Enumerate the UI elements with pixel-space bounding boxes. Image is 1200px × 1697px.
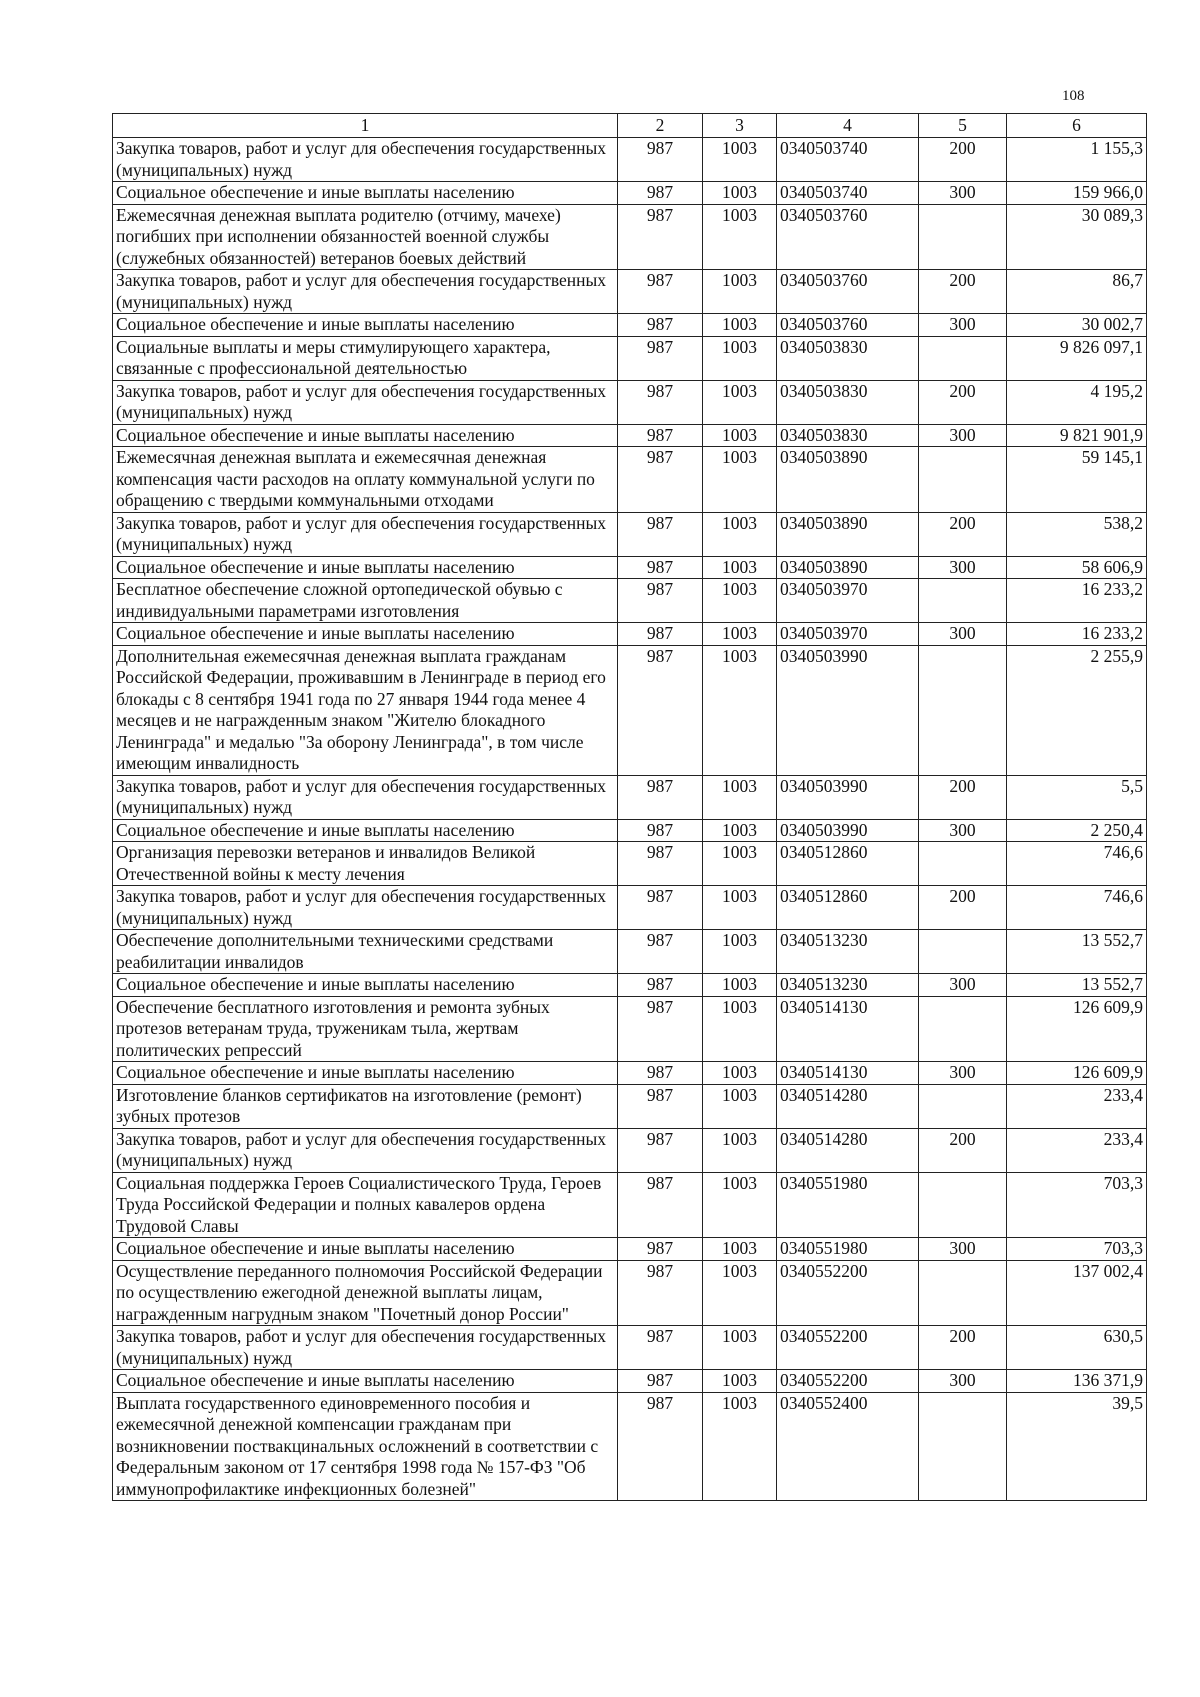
row-amount-cell: 13 552,7 — [1007, 974, 1147, 997]
header-cell-5: 5 — [919, 114, 1007, 138]
row-target-code-cell: 0340552200 — [777, 1370, 919, 1393]
row-admin-code-cell: 987 — [618, 447, 703, 513]
row-section-code-cell: 1003 — [703, 886, 777, 930]
row-amount-cell: 30 089,3 — [1007, 204, 1147, 270]
row-target-code-cell: 0340503890 — [777, 556, 919, 579]
row-expense-type-cell: 200 — [919, 886, 1007, 930]
row-target-code-cell: 0340552200 — [777, 1326, 919, 1370]
row-name-cell: Ежемесячная денежная выплата родителю (отчиму, мачехе) погибших при исполнении обязанностей военной службы (служебных обязанностей) ветеранов боевых действий — [113, 204, 618, 270]
row-section-code-cell: 1003 — [703, 314, 777, 337]
row-admin-code-cell: 987 — [618, 1392, 703, 1501]
row-expense-type-cell — [919, 447, 1007, 513]
row-section-code-cell: 1003 — [703, 842, 777, 886]
row-amount-cell: 9 821 901,9 — [1007, 424, 1147, 447]
table-row — [113, 842, 1147, 886]
row-amount-cell: 703,3 — [1007, 1172, 1147, 1238]
table-row — [113, 138, 1147, 182]
row-name-cell: Дополнительная ежемесячная денежная выплата гражданам Российской Федерации, проживавшим в Ленинграде в период его блокады с 8 сентября 1941 года по 27 января 1944 года менее 4 месяцев и не награжденным знаком "Жителю блокадного Ленинграда" и медалью "За оборону Ленинграда", в том числе имеющим инвалидность — [113, 645, 618, 775]
row-section-code-cell: 1003 — [703, 775, 777, 819]
header-cell-3: 3 — [703, 114, 777, 138]
row-amount-cell: 703,3 — [1007, 1238, 1147, 1261]
row-target-code-cell: 0340503990 — [777, 819, 919, 842]
row-expense-type-cell: 200 — [919, 775, 1007, 819]
row-amount-cell: 137 002,4 — [1007, 1260, 1147, 1326]
row-target-code-cell: 0340503830 — [777, 336, 919, 380]
row-target-code-cell: 0340503990 — [777, 645, 919, 775]
row-section-code-cell: 1003 — [703, 1128, 777, 1172]
row-section-code-cell: 1003 — [703, 930, 777, 974]
table-row — [113, 1084, 1147, 1128]
table-row — [113, 182, 1147, 205]
row-expense-type-cell: 300 — [919, 1062, 1007, 1085]
row-name-cell: Социальное обеспечение и иные выплаты населению — [113, 819, 618, 842]
row-admin-code-cell: 987 — [618, 204, 703, 270]
row-section-code-cell: 1003 — [703, 1238, 777, 1261]
table-row — [113, 623, 1147, 646]
row-section-code-cell: 1003 — [703, 447, 777, 513]
table-row — [113, 775, 1147, 819]
table-row — [113, 1062, 1147, 1085]
row-section-code-cell: 1003 — [703, 996, 777, 1062]
row-target-code-cell: 0340551980 — [777, 1172, 919, 1238]
row-section-code-cell: 1003 — [703, 424, 777, 447]
row-name-cell: Закупка товаров, работ и услуг для обеспечения государственных (муниципальных) нужд — [113, 1326, 618, 1370]
table-row — [113, 930, 1147, 974]
row-admin-code-cell: 987 — [618, 1260, 703, 1326]
row-section-code-cell: 1003 — [703, 270, 777, 314]
row-expense-type-cell: 300 — [919, 182, 1007, 205]
table-row — [113, 1392, 1147, 1501]
row-admin-code-cell: 987 — [618, 182, 703, 205]
row-expense-type-cell — [919, 930, 1007, 974]
row-section-code-cell: 1003 — [703, 579, 777, 623]
row-section-code-cell: 1003 — [703, 645, 777, 775]
row-name-cell: Осуществление переданного полномочия Российской Федерации по осуществлению ежегодной денежной выплаты лицам, награжденным нагрудным знаком "Почетный донор России" — [113, 1260, 618, 1326]
row-expense-type-cell: 300 — [919, 819, 1007, 842]
row-target-code-cell: 0340514130 — [777, 1062, 919, 1085]
row-admin-code-cell: 987 — [618, 645, 703, 775]
row-amount-cell: 39,5 — [1007, 1392, 1147, 1501]
row-target-code-cell: 0340503990 — [777, 775, 919, 819]
table-row — [113, 1128, 1147, 1172]
row-target-code-cell: 0340512860 — [777, 886, 919, 930]
table-row — [113, 424, 1147, 447]
row-admin-code-cell: 987 — [618, 996, 703, 1062]
row-expense-type-cell: 200 — [919, 270, 1007, 314]
row-expense-type-cell — [919, 1084, 1007, 1128]
row-name-cell: Социальное обеспечение и иные выплаты населению — [113, 424, 618, 447]
row-name-cell: Изготовление бланков сертификатов на изготовление (ремонт) зубных протезов — [113, 1084, 618, 1128]
row-target-code-cell: 0340503970 — [777, 579, 919, 623]
row-amount-cell: 746,6 — [1007, 886, 1147, 930]
row-expense-type-cell — [919, 204, 1007, 270]
row-expense-type-cell: 300 — [919, 1238, 1007, 1261]
row-section-code-cell: 1003 — [703, 1062, 777, 1085]
row-amount-cell: 16 233,2 — [1007, 623, 1147, 646]
table-body — [113, 138, 1147, 1501]
table-row — [113, 974, 1147, 997]
row-admin-code-cell: 987 — [618, 886, 703, 930]
row-amount-cell: 1 155,3 — [1007, 138, 1147, 182]
table-row — [113, 645, 1147, 775]
row-amount-cell: 30 002,7 — [1007, 314, 1147, 337]
row-amount-cell: 126 609,9 — [1007, 1062, 1147, 1085]
row-expense-type-cell: 200 — [919, 1326, 1007, 1370]
row-expense-type-cell: 300 — [919, 974, 1007, 997]
row-section-code-cell: 1003 — [703, 204, 777, 270]
row-target-code-cell: 0340513230 — [777, 930, 919, 974]
header-cell-2: 2 — [618, 114, 703, 138]
row-admin-code-cell: 987 — [618, 930, 703, 974]
row-name-cell: Выплата государственного единовременного пособия и ежемесячной денежной компенсации гражданам при возникновении поствакцинальных осложнений в соответствии с Федеральным законом от 17 сентября 1998 года № 157-ФЗ "Об иммунопрофилактике инфекционных болезней" — [113, 1392, 618, 1501]
row-target-code-cell: 0340503740 — [777, 182, 919, 205]
row-section-code-cell: 1003 — [703, 336, 777, 380]
row-expense-type-cell: 200 — [919, 512, 1007, 556]
table-row — [113, 996, 1147, 1062]
row-admin-code-cell: 987 — [618, 775, 703, 819]
row-amount-cell: 16 233,2 — [1007, 579, 1147, 623]
header-cell-6: 6 — [1007, 114, 1147, 138]
row-amount-cell: 159 966,0 — [1007, 182, 1147, 205]
row-admin-code-cell: 987 — [618, 1172, 703, 1238]
table-row — [113, 336, 1147, 380]
row-target-code-cell: 0340503890 — [777, 447, 919, 513]
row-section-code-cell: 1003 — [703, 380, 777, 424]
row-admin-code-cell: 987 — [618, 1128, 703, 1172]
row-admin-code-cell: 987 — [618, 380, 703, 424]
row-section-code-cell: 1003 — [703, 182, 777, 205]
row-name-cell: Социальное обеспечение и иные выплаты населению — [113, 974, 618, 997]
row-section-code-cell: 1003 — [703, 1326, 777, 1370]
row-amount-cell: 233,4 — [1007, 1084, 1147, 1128]
row-name-cell: Закупка товаров, работ и услуг для обеспечения государственных (муниципальных) нужд — [113, 138, 618, 182]
table-row — [113, 819, 1147, 842]
table-row — [113, 1238, 1147, 1261]
row-admin-code-cell: 987 — [618, 556, 703, 579]
page-number: 108 — [1062, 88, 1085, 104]
row-amount-cell: 2 250,4 — [1007, 819, 1147, 842]
row-amount-cell: 4 195,2 — [1007, 380, 1147, 424]
row-target-code-cell: 0340552200 — [777, 1260, 919, 1326]
row-amount-cell: 2 255,9 — [1007, 645, 1147, 775]
row-admin-code-cell: 987 — [618, 623, 703, 646]
row-admin-code-cell: 987 — [618, 579, 703, 623]
row-name-cell: Закупка товаров, работ и услуг для обеспечения государственных (муниципальных) нужд — [113, 775, 618, 819]
table-row — [113, 314, 1147, 337]
table-row — [113, 380, 1147, 424]
row-name-cell: Закупка товаров, работ и услуг для обеспечения государственных (муниципальных) нужд — [113, 886, 618, 930]
row-admin-code-cell: 987 — [618, 842, 703, 886]
row-admin-code-cell: 987 — [618, 336, 703, 380]
row-name-cell: Социальное обеспечение и иные выплаты населению — [113, 556, 618, 579]
row-amount-cell: 86,7 — [1007, 270, 1147, 314]
row-name-cell: Социальное обеспечение и иные выплаты населению — [113, 623, 618, 646]
row-expense-type-cell — [919, 842, 1007, 886]
row-target-code-cell: 0340503760 — [777, 204, 919, 270]
table-row — [113, 556, 1147, 579]
row-target-code-cell: 0340503830 — [777, 424, 919, 447]
row-amount-cell: 5,5 — [1007, 775, 1147, 819]
row-target-code-cell: 0340514280 — [777, 1128, 919, 1172]
row-admin-code-cell: 987 — [618, 1326, 703, 1370]
row-target-code-cell: 0340503760 — [777, 314, 919, 337]
row-section-code-cell: 1003 — [703, 138, 777, 182]
row-name-cell: Обеспечение дополнительными техническими средствами реабилитации инвалидов — [113, 930, 618, 974]
row-amount-cell: 746,6 — [1007, 842, 1147, 886]
row-target-code-cell: 0340512860 — [777, 842, 919, 886]
row-name-cell: Социальная поддержка Героев Социалистического Труда, Героев Труда Российской Федерации и полных кавалеров ордена Трудовой Славы — [113, 1172, 618, 1238]
row-admin-code-cell: 987 — [618, 512, 703, 556]
row-admin-code-cell: 987 — [618, 270, 703, 314]
table-row — [113, 447, 1147, 513]
row-section-code-cell: 1003 — [703, 512, 777, 556]
row-amount-cell: 59 145,1 — [1007, 447, 1147, 513]
table-row — [113, 886, 1147, 930]
row-name-cell: Организация перевозки ветеранов и инвалидов Великой Отечественной войны к месту лечения — [113, 842, 618, 886]
row-expense-type-cell — [919, 1260, 1007, 1326]
table-row — [113, 204, 1147, 270]
row-expense-type-cell: 300 — [919, 1370, 1007, 1393]
row-expense-type-cell: 300 — [919, 314, 1007, 337]
header-cell-4: 4 — [777, 114, 919, 138]
row-name-cell: Закупка товаров, работ и услуг для обеспечения государственных (муниципальных) нужд — [113, 1128, 618, 1172]
row-name-cell: Ежемесячная денежная выплата и ежемесячная денежная компенсация части расходов на оплату коммунальной услуги по обращению с твердыми коммунальными отходами — [113, 447, 618, 513]
row-admin-code-cell: 987 — [618, 819, 703, 842]
row-target-code-cell: 0340503740 — [777, 138, 919, 182]
row-section-code-cell: 1003 — [703, 1084, 777, 1128]
row-section-code-cell: 1003 — [703, 1260, 777, 1326]
row-target-code-cell: 0340503760 — [777, 270, 919, 314]
row-expense-type-cell: 200 — [919, 380, 1007, 424]
row-expense-type-cell: 200 — [919, 1128, 1007, 1172]
table-row — [113, 270, 1147, 314]
row-expense-type-cell — [919, 1172, 1007, 1238]
row-expense-type-cell — [919, 579, 1007, 623]
row-amount-cell: 13 552,7 — [1007, 930, 1147, 974]
row-section-code-cell: 1003 — [703, 1172, 777, 1238]
header-cell-1: 1 — [113, 114, 618, 138]
row-amount-cell: 538,2 — [1007, 512, 1147, 556]
row-expense-type-cell: 200 — [919, 138, 1007, 182]
header-row — [113, 114, 1147, 138]
row-admin-code-cell: 987 — [618, 138, 703, 182]
row-expense-type-cell: 300 — [919, 623, 1007, 646]
row-admin-code-cell: 987 — [618, 1370, 703, 1393]
row-target-code-cell: 0340503890 — [777, 512, 919, 556]
row-target-code-cell: 0340514280 — [777, 1084, 919, 1128]
row-name-cell: Социальное обеспечение и иные выплаты населению — [113, 1370, 618, 1393]
row-name-cell: Социальное обеспечение и иные выплаты населению — [113, 314, 618, 337]
row-amount-cell: 9 826 097,1 — [1007, 336, 1147, 380]
row-target-code-cell: 0340551980 — [777, 1238, 919, 1261]
row-name-cell: Закупка товаров, работ и услуг для обеспечения государственных (муниципальных) нужд — [113, 380, 618, 424]
row-admin-code-cell: 987 — [618, 1062, 703, 1085]
table-row — [113, 579, 1147, 623]
row-name-cell: Обеспечение бесплатного изготовления и ремонта зубных протезов ветеранам труда, труженикам тыла, жертвам политических репрессий — [113, 996, 618, 1062]
row-name-cell: Закупка товаров, работ и услуг для обеспечения государственных (муниципальных) нужд — [113, 270, 618, 314]
row-admin-code-cell: 987 — [618, 424, 703, 447]
row-section-code-cell: 1003 — [703, 1370, 777, 1393]
row-expense-type-cell — [919, 996, 1007, 1062]
row-expense-type-cell — [919, 645, 1007, 775]
row-name-cell: Социальные выплаты и меры стимулирующего характера, связанные с профессиональной деятельностью — [113, 336, 618, 380]
row-expense-type-cell: 300 — [919, 556, 1007, 579]
table-row — [113, 1326, 1147, 1370]
row-admin-code-cell: 987 — [618, 1238, 703, 1261]
row-target-code-cell: 0340503970 — [777, 623, 919, 646]
table-row — [113, 1370, 1147, 1393]
row-expense-type-cell — [919, 336, 1007, 380]
row-target-code-cell: 0340552400 — [777, 1392, 919, 1501]
row-name-cell: Бесплатное обеспечение сложной ортопедической обувью с индивидуальными параметрами изготовления — [113, 579, 618, 623]
table-row — [113, 1260, 1147, 1326]
row-amount-cell: 58 606,9 — [1007, 556, 1147, 579]
row-expense-type-cell — [919, 1392, 1007, 1501]
row-name-cell: Социальное обеспечение и иные выплаты населению — [113, 1238, 618, 1261]
row-target-code-cell: 0340514130 — [777, 996, 919, 1062]
row-name-cell: Социальное обеспечение и иные выплаты населению — [113, 1062, 618, 1085]
row-amount-cell: 136 371,9 — [1007, 1370, 1147, 1393]
row-amount-cell: 630,5 — [1007, 1326, 1147, 1370]
row-section-code-cell: 1003 — [703, 1392, 777, 1501]
row-admin-code-cell: 987 — [618, 1084, 703, 1128]
row-target-code-cell: 0340513230 — [777, 974, 919, 997]
row-name-cell: Социальное обеспечение и иные выплаты населению — [113, 182, 618, 205]
budget-table — [112, 113, 1147, 1501]
row-admin-code-cell: 987 — [618, 974, 703, 997]
row-amount-cell: 126 609,9 — [1007, 996, 1147, 1062]
row-section-code-cell: 1003 — [703, 974, 777, 997]
row-expense-type-cell: 300 — [919, 424, 1007, 447]
row-target-code-cell: 0340503830 — [777, 380, 919, 424]
row-amount-cell: 233,4 — [1007, 1128, 1147, 1172]
row-admin-code-cell: 987 — [618, 314, 703, 337]
table-row — [113, 512, 1147, 556]
row-section-code-cell: 1003 — [703, 556, 777, 579]
row-section-code-cell: 1003 — [703, 623, 777, 646]
row-section-code-cell: 1003 — [703, 819, 777, 842]
table-row — [113, 1172, 1147, 1238]
row-name-cell: Закупка товаров, работ и услуг для обеспечения государственных (муниципальных) нужд — [113, 512, 618, 556]
